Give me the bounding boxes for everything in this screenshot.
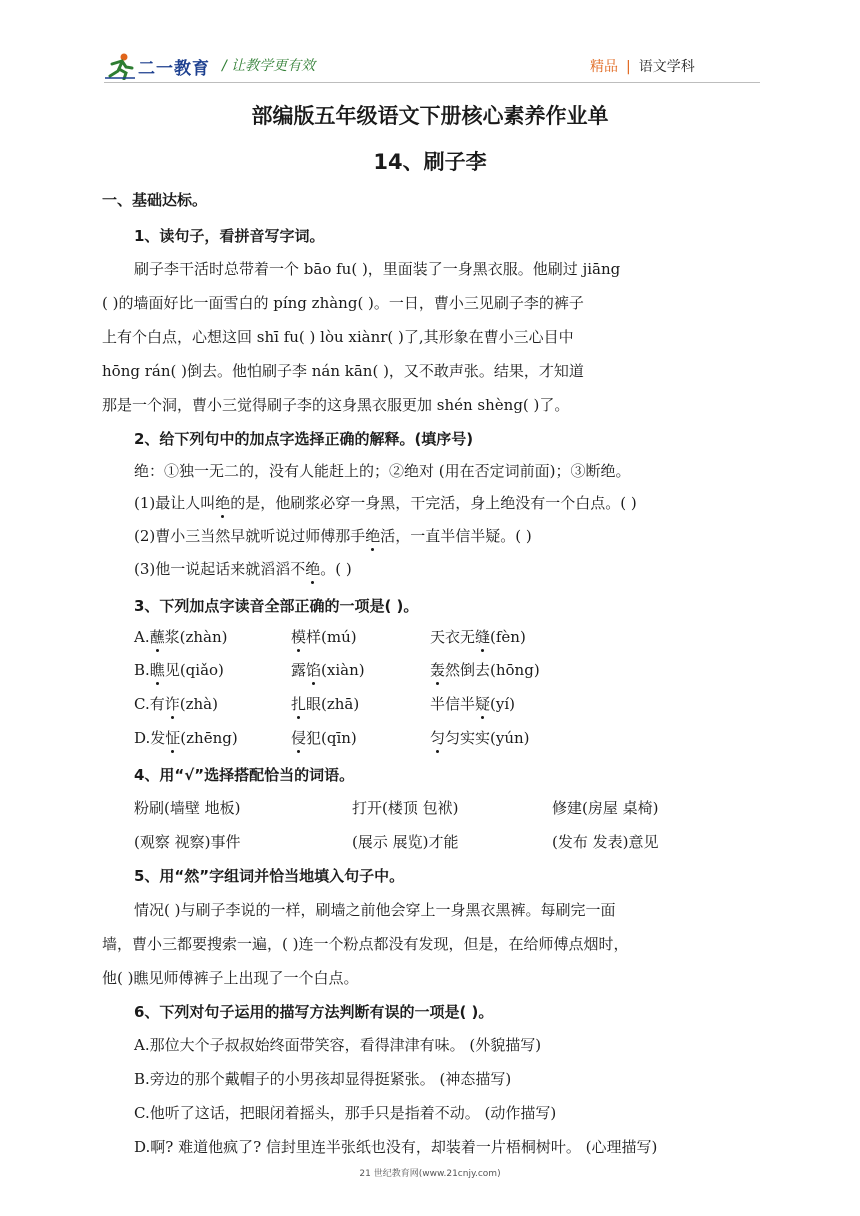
q3-option-a: 模样(mú) (291, 628, 357, 646)
q1-line: 刷子李干活时总带着一个 bāo fu( )，里面装了一身黑衣服。他刷过 jiāng (134, 260, 621, 278)
q1-line: 那是一个洞，曹小三觉得刷子李的这身黑衣服更加 shén shèng( )了。 (102, 396, 570, 414)
q1-line: 上有个白点，心想这回 shī fu( ) lòu xiànr( )了,其形象在曹小三心目中 (102, 328, 574, 346)
page-subtitle: 14、刷子李 (373, 150, 487, 174)
header-divider (104, 82, 760, 83)
q4-choice: 粉刷(墙壁 地板) (134, 799, 241, 817)
q3-option-b: 露馅(xiàn) (291, 661, 365, 679)
page-title: 部编版五年级语文下册核心素养作业单 (251, 104, 609, 128)
brand-name: 二一教育 (138, 59, 210, 79)
runner-logo-icon (104, 52, 136, 80)
q2-sentence: (3)他一说起话来就滔滔不绝。( ) (134, 560, 352, 578)
q3-option-c: 半信半疑(yí) (430, 695, 516, 713)
q2-heading: 2、给下列句中的加点字选择正确的解释。(填序号) (134, 430, 474, 448)
q4-choice: (观察 视察)事件 (134, 833, 241, 851)
q3-option-b: B.瞧见(qiǎo) (134, 661, 224, 679)
q3-option-c: C.有诈(zhà) (134, 695, 218, 713)
dotted-char: 绝 (305, 560, 321, 578)
header-separator: | (626, 59, 631, 75)
q3-option-b: 轰然倒去(hōng) (430, 661, 540, 679)
quality-tag: 精品 (590, 59, 618, 75)
q4-heading: 4、用“√”选择搭配恰当的词语。 (134, 766, 355, 784)
q6-option: A.那位大个子叔叔始终面带笑容，看得津津有味。 (外貌描写) (134, 1036, 542, 1054)
q6-option: D.啊? 难道他疯了? 信封里连半张纸也没有，却装着一片梧桐树叶。 (心理描写) (134, 1138, 658, 1156)
q3-option-d: D.发怔(zhēng) (134, 729, 238, 747)
q5-line: 情况( )与刷子李说的一样，刷墙之前他会穿上一身黑衣黑裤。每刷完一面 (134, 901, 616, 919)
q6-option: B.旁边的那个戴帽子的小男孩却显得挺紧张。 (神态描写) (134, 1070, 512, 1088)
q6-heading: 6、下列对句子运用的描写方法判断有误的一项是( )。 (134, 1003, 494, 1021)
q3-heading: 3、下列加点字读音全部正确的一项是( )。 (134, 597, 419, 615)
q4-choice: (展示 展览)才能 (352, 833, 459, 851)
logo (104, 52, 224, 80)
q4-choice: 修建(房屋 桌椅) (552, 799, 659, 817)
q3-option-a: 天衣无缝(fèn) (430, 628, 526, 646)
q2-sentence: (1)最让人叫绝的是，他刷浆必穿一身黑，干完活，身上绝没有一个白点。( ) (134, 494, 637, 512)
q4-choice: (发布 发表)意见 (552, 833, 659, 851)
q6-option: C.他听了这话，把眼闭着摇头，那手只是指着不动。 (动作描写) (134, 1104, 557, 1122)
q2-definition: 绝：①独一无二的，没有人能赶上的；②绝对 (用在否定词前面)；③断绝。 (134, 462, 631, 480)
q1-heading: 1、读句子，看拼音写字词。 (134, 227, 325, 245)
q3-option-d: 匀匀实实(yún) (430, 729, 530, 747)
q2-sentence: (2)曹小三当然早就听说过师傅那手绝活，一直半信半疑。( ) (134, 527, 532, 545)
header-tags (590, 56, 695, 76)
dotted-char: 绝 (215, 494, 231, 512)
dotted-char: 绝 (365, 527, 381, 545)
q4-choice: 打开(楼顶 包袱) (352, 799, 459, 817)
q3-option-d: 侵犯(qīn) (291, 729, 357, 747)
q5-line: 他( )瞧见师傅裤子上出现了一个白点。 (102, 969, 359, 987)
q5-line: 墙，曹小三都要搜索一遍，( )连一个粉点都没有发现，但是，在给师傅点烟时， (102, 935, 629, 953)
subject-tag: 语文学科 (638, 59, 695, 75)
q3-option-a: A.蘸浆(zhàn) (134, 628, 228, 646)
q3-option-c: 扎眼(zhā) (291, 695, 360, 713)
q1-line: hōng rán( )倒去。他怕刷子李 nán kān( )，又不敢声张。结果，才知道 (102, 362, 584, 380)
section-heading: 一、基础达标。 (102, 191, 208, 209)
slogan: / 让教学更有效 (222, 58, 316, 74)
q5-heading: 5、用“然”字组词并恰当地填入句子中。 (134, 867, 405, 885)
q1-line: ( )的墙面好比一面雪白的 píng zhàng( )。一日，曹小三见刷子李的裤子 (102, 294, 584, 312)
page-footer: 21 世纪教育网(www.21cnjy.com) (359, 1169, 501, 1179)
